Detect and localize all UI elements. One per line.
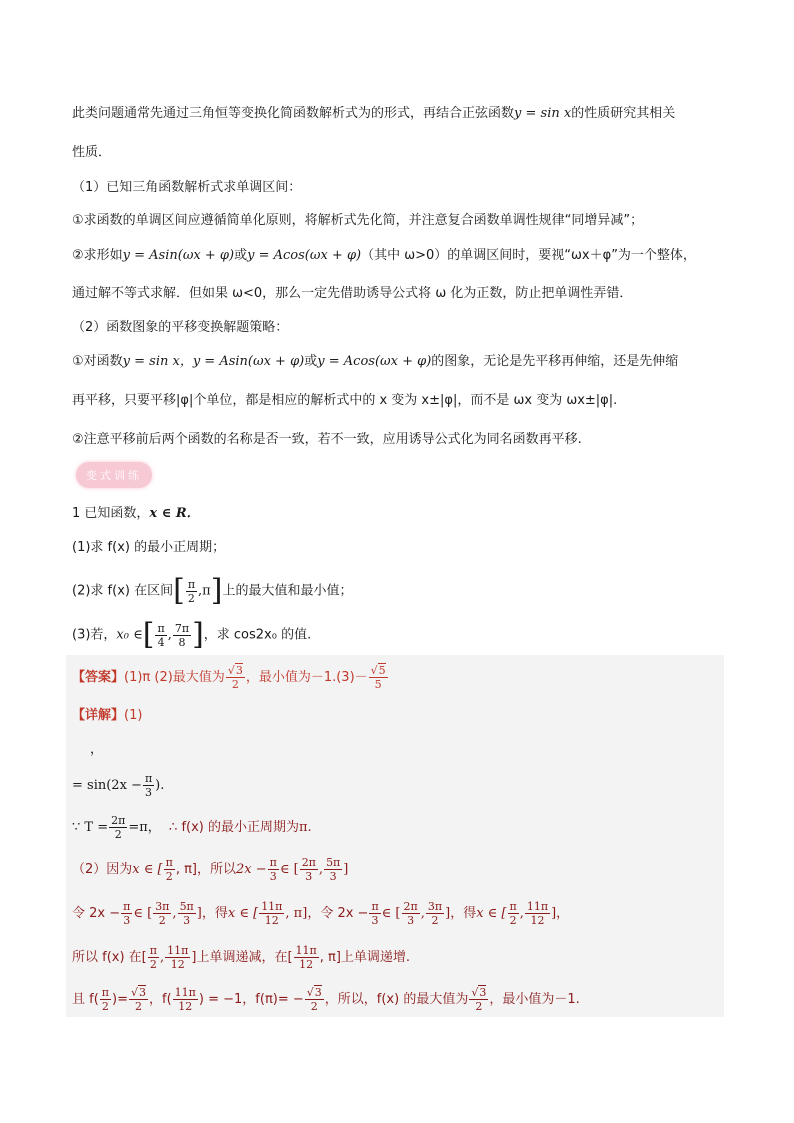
right-bracket: ] — [210, 573, 223, 608]
intro-text-end: 性质． — [72, 145, 112, 160]
part2-in: ∈ [ — [279, 862, 299, 877]
problem-q3-text: (3)若， — [72, 627, 117, 643]
frac-11pi-12-e: $\frac{11\pi}{12}$ — [174, 986, 196, 1013]
frac-sqrt3-2: $\frac{√3}{2}$ — [227, 664, 243, 691]
frac-2pi-2: $\frac{2\pi}{2}$ — [111, 814, 126, 841]
section1-item3-text: 通过解不等式求解．但如果 ω<0，那么一定先借助诱导公式将 ω 化为正数，防止把单调性弄错． — [72, 286, 633, 301]
part2-get2: ，得 — [450, 906, 477, 921]
section2-item2 — [72, 391, 617, 411]
section2-title-text: （2）函数图象的平移变换解题策略： — [72, 320, 289, 335]
section1-item1-text: ①求函数的单调区间应遵循简单化原则，将解析式先化简，并注意复合函数单调性规律“同增异减”； — [72, 213, 644, 228]
frac-sqrt3-2-b: $\frac{√3}{2}$ — [130, 986, 146, 1013]
problem-q2-cont: 上的最大值和最小值； — [222, 583, 353, 599]
problem-domain: x ∈ R． — [149, 506, 200, 521]
step2-pi: π. — [299, 820, 312, 835]
frac-pi-2: $\frac{\pi}{2}$ — [187, 577, 196, 605]
part2-line3: 所以 f(x) 在[ $\frac{\pi}{2}$ , $\frac{11\pi}{12}$ ]上单调递减，在[ $\frac{11\pi}{12}$ , π]上单调递增. — [72, 944, 411, 971]
part2-eq1: )= — [112, 992, 128, 1007]
intro-line-2 — [72, 143, 111, 163]
problem-q1 — [72, 538, 225, 558]
part2-dec-cont: ]上单调递减，在[ — [191, 950, 293, 965]
part2-dec: 所以 f(x) 在[ — [72, 950, 147, 965]
detail-part1: (1) — [124, 708, 143, 723]
frac-pi-3-d: $\frac{\pi}{3}$ — [371, 900, 379, 927]
section2-item1-text: ①对函数 — [72, 354, 123, 369]
problem-stem-text: 1 已知函数， — [72, 506, 150, 521]
frac-pi-2-c: $\frac{\pi}{2}$ — [509, 900, 517, 927]
part2-cont: , π]，所以 — [175, 862, 236, 877]
answer-part2: ，最小值为－1.(3)－ — [245, 670, 368, 685]
frac-pi-3-b: $\frac{\pi}{3}$ — [269, 856, 277, 883]
part2-get1: ，得 — [201, 906, 228, 921]
section1-title — [72, 178, 301, 198]
frac-11pi-12-c: $\frac{11\pi}{12}$ — [167, 944, 189, 971]
problem-q3-cont: ，求 cos2x₀ 的值. — [203, 627, 312, 643]
step1-end: ). — [155, 778, 165, 793]
frac-pi-3: $\frac{\pi}{3}$ — [144, 772, 153, 799]
part2-let2: ，令 2x − — [307, 906, 369, 921]
left-bracket: [ — [173, 573, 185, 608]
formula-asin: y = Asin(ωx + φ) — [122, 248, 235, 263]
detail-comma — [90, 740, 103, 760]
part2-let1: 令 2x − — [72, 906, 121, 921]
part2-line1: （2）因为x ∈ [ $\frac{\pi}{2}$ , π]，所以2x − $\frac{\pi}{3}$ ∈ [ $\frac{2\pi}{3}$ , $\frac{5\pi}{3}$ ] — [72, 856, 349, 883]
frac-pi-3-c: $\frac{\pi}{3}$ — [123, 900, 131, 927]
section1-item2-text: ②求形如 — [72, 248, 123, 263]
part2-and: 且 f( — [72, 992, 99, 1007]
formula-sinx-2: y = sin x — [122, 354, 180, 369]
section2-item1-or: 或 — [304, 354, 318, 369]
problem-stem — [72, 504, 200, 524]
frac-sqrt3-2-c: $\frac{√3}{2}$ — [306, 986, 322, 1013]
formula-asin-2: ，y = Asin(ωx + φ) — [179, 354, 305, 369]
right-bracket-2: ] — [192, 617, 204, 652]
frac-pi-2-e: $\frac{\pi}{2}$ — [101, 986, 110, 1013]
frac-11pi-12-d: $\frac{11\pi}{12}$ — [295, 944, 317, 971]
detail-comma-text: ， — [90, 742, 104, 757]
answer-part1: (1)π (2)最大值为 — [124, 670, 225, 685]
intro-line-1 — [72, 104, 675, 124]
section2-item1 — [72, 352, 678, 372]
part2-inc: , π]上单调递增. — [319, 950, 411, 965]
frac-2pi-3-b: $\frac{2\pi}{3}$ — [403, 900, 418, 927]
formula-acos: y = Acos(ωx + φ) — [247, 248, 362, 263]
frac-pi-2-d: $\frac{\pi}{2}$ — [149, 944, 157, 971]
detail-step2 — [72, 814, 312, 841]
part2-min: ，最小值为－1. — [489, 992, 580, 1007]
section2-item3-text: ②注意平移前后两个函数的名称是否一致，若不一致，应用诱导公式化为同名函数再平移. — [72, 432, 582, 447]
part2-f2: ，f( — [149, 992, 172, 1007]
frac-pi-4: $\frac{\pi}{4}$ — [157, 621, 165, 649]
intro-text-cont: 的性质研究其相关 — [571, 106, 676, 121]
section2-item2-text: 再平移，只要平移|φ|个单位，都是相应的解析式中的 x 变为 x±|φ|，而不是 ωx 变为 ωx±|φ|. — [72, 393, 618, 408]
intro-text: 此类问题通常先通过三角恒等变换化简函数解析式为的形式，再结合正弦函数 — [72, 106, 515, 121]
part2-2x: 2x − — [235, 862, 267, 877]
part2-line4 — [72, 986, 580, 1013]
frac-7pi-8: $\frac{7\pi}{8}$ — [174, 621, 190, 649]
problem-q2: (2)求 f(x) 在区间[ $\frac{\pi}{2}$ ,π]上的最大值和最小值； — [72, 573, 353, 608]
frac-11pi-12-b: $\frac{11\pi}{12}$ — [526, 900, 549, 927]
frac-3pi-2-b: $\frac{3\pi}{2}$ — [427, 900, 443, 927]
problem-q3: (3)若，x₀ ∈[ $\frac{\pi}{4}$ , $\frac{7\pi}{8}$ ]，求 cos2x₀ 的值. — [72, 617, 312, 652]
problem-q1-text: (1)求 f(x) 的最小正周期； — [72, 540, 226, 555]
section1-title-text: （1）已知三角函数解析式求单调区间： — [72, 180, 302, 195]
frac-11pi-12: $\frac{11\pi}{12}$ — [261, 900, 283, 927]
frac-3pi-2: $\frac{3\pi}{2}$ — [155, 900, 170, 927]
section1-item2-cont: （其中 ω>0）的单调区间时，要视“ωx＋φ”为一个整体， — [361, 248, 696, 263]
part2-x-in: x ∈ [ — [132, 862, 163, 877]
answer-label: 【答案】 — [72, 670, 125, 685]
step2-eq: =π， — [128, 820, 161, 835]
frac-2pi-3: $\frac{2\pi}{3}$ — [301, 856, 316, 883]
section2-item3 — [72, 430, 582, 450]
detail-label: 【详解】 — [72, 708, 125, 723]
section2-title — [72, 318, 288, 338]
frac-sqrt5-5: $\frac{√5}{5}$ — [370, 664, 386, 691]
step2-conclusion: ∴ f(x) 的最小正周期为 — [169, 820, 299, 835]
frac-5pi-3: $\frac{5\pi}{3}$ — [326, 856, 341, 883]
part2-eq2: ) = −1， — [198, 992, 256, 1007]
section1-item2-or: 或 — [234, 248, 248, 263]
problem-q3-var: x₀ ∈ — [116, 627, 143, 643]
formula-acos-2: y = Acos(ωx + φ) — [317, 354, 432, 369]
section1-item1 — [72, 211, 643, 231]
part2-line2: 令 2x − $\frac{\pi}{3}$ ∈ [ $\frac{3\pi}{2}$ , $\frac{5\pi}{3}$ ]，得x ∈ [ $\frac{11\pi}{12}$ , π]，令 2x − $\frac{\pi}{3}$ ∈ [ $\frac{2\pi}{3}$ , $\frac{3\pi}{2}$ ]，得x ∈ [ $\frac{\pi}{2}$ , $\frac{11\pi}{12}$ ]， — [72, 900, 570, 927]
section1-item3 — [72, 284, 632, 304]
detail-heading — [72, 706, 142, 726]
variant-training-badge: 变式训练 — [76, 462, 152, 488]
problem-q2-text: (2)求 f(x) 在区间 — [72, 583, 174, 599]
answer-line — [72, 664, 389, 691]
frac-pi-2-b: $\frac{\pi}{2}$ — [165, 856, 173, 883]
formula-sinx: y = sin x — [514, 106, 572, 121]
frac-sqrt3-2-d: $\frac{√3}{2}$ — [471, 986, 487, 1013]
part2-max: ，所以，f(x) 的最大值为 — [324, 992, 469, 1007]
step1-expr: = sin(2x − — [72, 778, 142, 793]
left-bracket-2: [ — [142, 617, 155, 652]
part2-text: （2）因为 — [72, 862, 133, 877]
section1-item2 — [72, 246, 696, 266]
step2-period: ∵ T = — [72, 820, 109, 835]
frac-5pi-3-b: $\frac{5\pi}{3}$ — [179, 900, 194, 927]
part2-f3: f(π)= − — [255, 992, 304, 1007]
detail-step1 — [72, 772, 164, 799]
section2-item1-cont: 的图象，无论是先平移再伸缩，还是先伸缩 — [431, 354, 679, 369]
